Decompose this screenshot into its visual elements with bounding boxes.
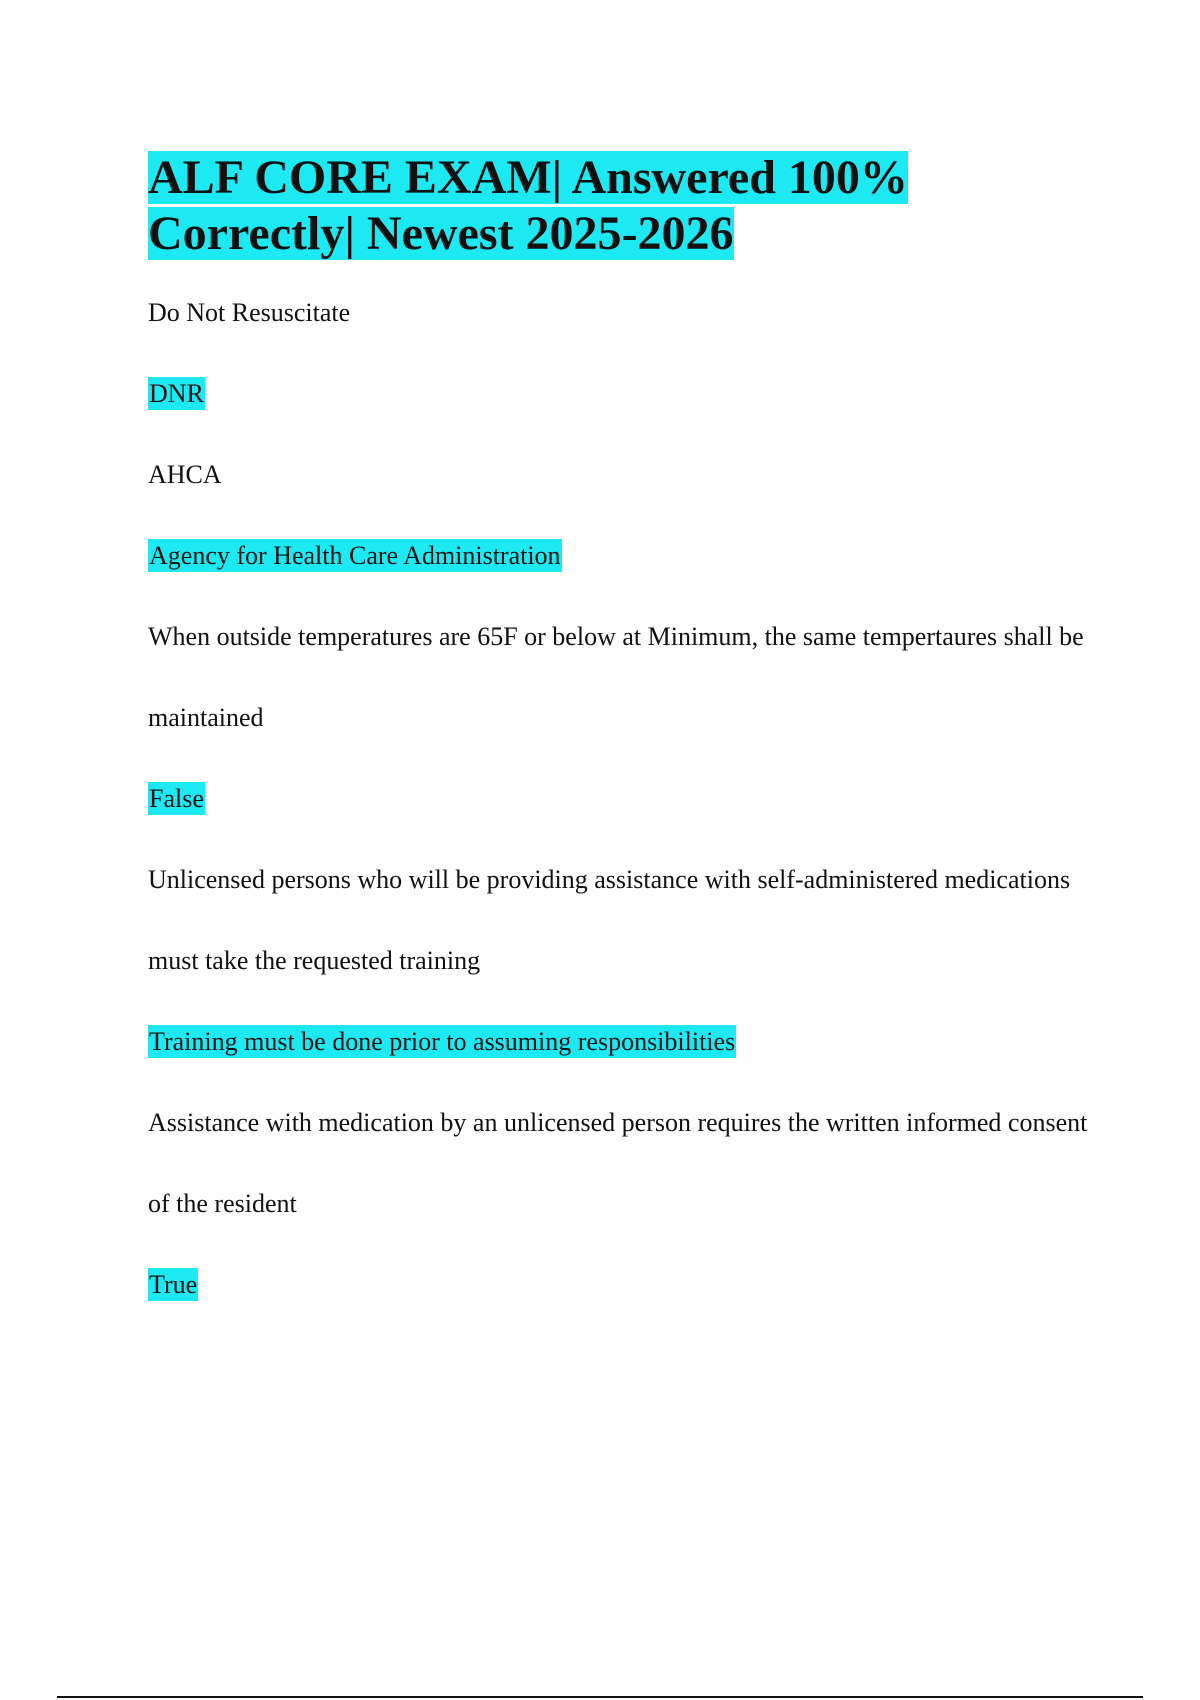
question-text: [148, 434, 1088, 515]
question-text: [148, 596, 1088, 758]
document-title-text: ALF CORE EXAM| Answered 100% Correctly| Newest 2025-2026: [148, 151, 908, 260]
footer-divider: [57, 1696, 1143, 1698]
answer-highlight: True: [149, 1270, 198, 1299]
answer-highlight: Training must be done prior to assuming responsibilities: [149, 1027, 736, 1056]
answer-highlight: Agency for Health Care Administration: [149, 541, 561, 570]
document-content: [148, 150, 1088, 1325]
answer-text: [148, 353, 1088, 434]
question-text-content: AHCA: [148, 460, 222, 489]
answer-text: [148, 1001, 1088, 1082]
question-text-content: Do Not Resuscitate: [148, 298, 351, 327]
answer-text: [148, 758, 1088, 839]
answer-highlight: DNR: [149, 379, 204, 408]
answer-text: [148, 515, 1088, 596]
document-title: [148, 150, 1088, 262]
question-text: [148, 272, 1088, 353]
question-text-content: Assistance with medication by an unlicensed person requires the written informed consent of the resident: [148, 1108, 1088, 1218]
question-text: [148, 1082, 1088, 1244]
question-text-content: Unlicensed persons who will be providing assistance with self-administered medications must take the requested training: [148, 865, 1071, 975]
qa-list: [148, 272, 1088, 1325]
answer-highlight: False: [149, 784, 204, 813]
question-text-content: When outside temperatures are 65F or below at Minimum, the same tempertaures shall be maintained: [148, 622, 1084, 732]
question-text: [148, 839, 1088, 1001]
answer-text: [148, 1244, 1088, 1325]
